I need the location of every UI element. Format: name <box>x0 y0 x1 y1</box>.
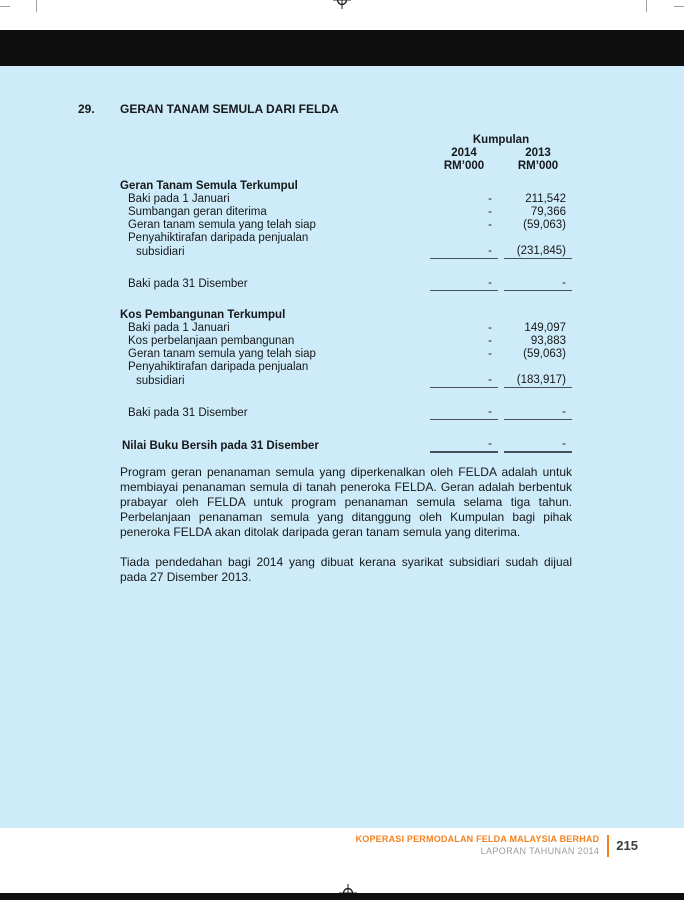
unit-header-row <box>120 160 572 173</box>
table-row: Baki pada 31 Disember - - <box>120 406 572 420</box>
page-footer <box>0 828 684 893</box>
company-name: KOPERASI PERMODALAN FELDA MALAYSIA BERHAD <box>355 834 600 844</box>
note-heading <box>78 102 684 116</box>
note-paragraph: Program geran penanaman semula yang diperkenalkan oleh FELDA adalah untuk membiayai penanaman semula di tanah peneroka FELDA. Geran adalah berbentuk prabayar oleh FELDA untuk program penanaman semula selama tiga tahun. Perbelanjaan penanaman semula yang ditanggung oleh Kumpulan bagi pihak peneroka FELDA akan ditolak daripada geran tanam semula yang diterima. <box>120 465 572 539</box>
unit-2014: RM’000 <box>443 160 485 172</box>
note-paragraph: Tiada pendedahan bagi 2014 yang dibuat kerana syarikat subsidiari sudah dijual pada 27 Disember 2013. <box>120 555 572 584</box>
table-row: Baki pada 1 Januari - 149,097 <box>128 322 566 334</box>
table-row: Baki pada 1 Januari - 211,542 <box>128 193 566 205</box>
page-number: 215 <box>616 838 638 853</box>
group-header: Kumpulan <box>472 134 530 146</box>
top-bleed-bar <box>0 30 684 66</box>
table-row: Sumbangan geran diterima - 79,366 <box>128 206 566 218</box>
registration-mark-icon <box>333 0 351 9</box>
note-title: GERAN TANAM SEMULA DARI FELDA <box>120 102 339 116</box>
crop-mark-icon <box>36 0 37 12</box>
table-row: Geran tanam semula yang telah siap - (59,063) <box>128 348 566 360</box>
table-row: Baki pada 31 Disember - - <box>120 277 572 291</box>
report-title: LAPORAN TAHUNAN 2014 <box>480 846 600 856</box>
table-row: Penyahiktirafan daripada penjualan <box>128 361 309 373</box>
year-2013: 2013 <box>525 147 551 159</box>
net-book-value-row: Nilai Buku Bersih pada 31 Disember - - <box>120 438 572 453</box>
table-row: Kos perbelanjaan pembangunan - 93,883 <box>128 335 566 347</box>
year-2014: 2014 <box>451 147 477 159</box>
bottom-bleed-bar <box>0 893 684 900</box>
report-sheet <box>0 66 684 828</box>
table-row: subsidiari - (231,845) <box>120 245 572 259</box>
footer-divider <box>607 835 609 857</box>
year-header-row <box>120 147 572 160</box>
crop-mark-icon <box>674 6 684 7</box>
table-header <box>120 134 572 173</box>
section-header: Geran Tanam Semula Terkumpul <box>120 180 298 192</box>
crop-mark-icon <box>646 0 647 12</box>
table-row: subsidiari - (183,917) <box>120 374 572 388</box>
section-header-row <box>120 180 572 193</box>
table-row: Penyahiktirafan daripada penjualan <box>128 232 309 244</box>
section-header: Kos Pembangunan Terkumpul <box>120 309 286 321</box>
crop-mark-icon <box>0 6 10 7</box>
table-row: Geran tanam semula yang telah siap - (59,063) <box>128 219 566 231</box>
note-number: 29. <box>78 102 95 116</box>
note-content <box>120 134 572 585</box>
section-header-row <box>120 309 572 322</box>
group-header-row <box>120 134 572 147</box>
unit-2013: RM’000 <box>517 160 559 172</box>
